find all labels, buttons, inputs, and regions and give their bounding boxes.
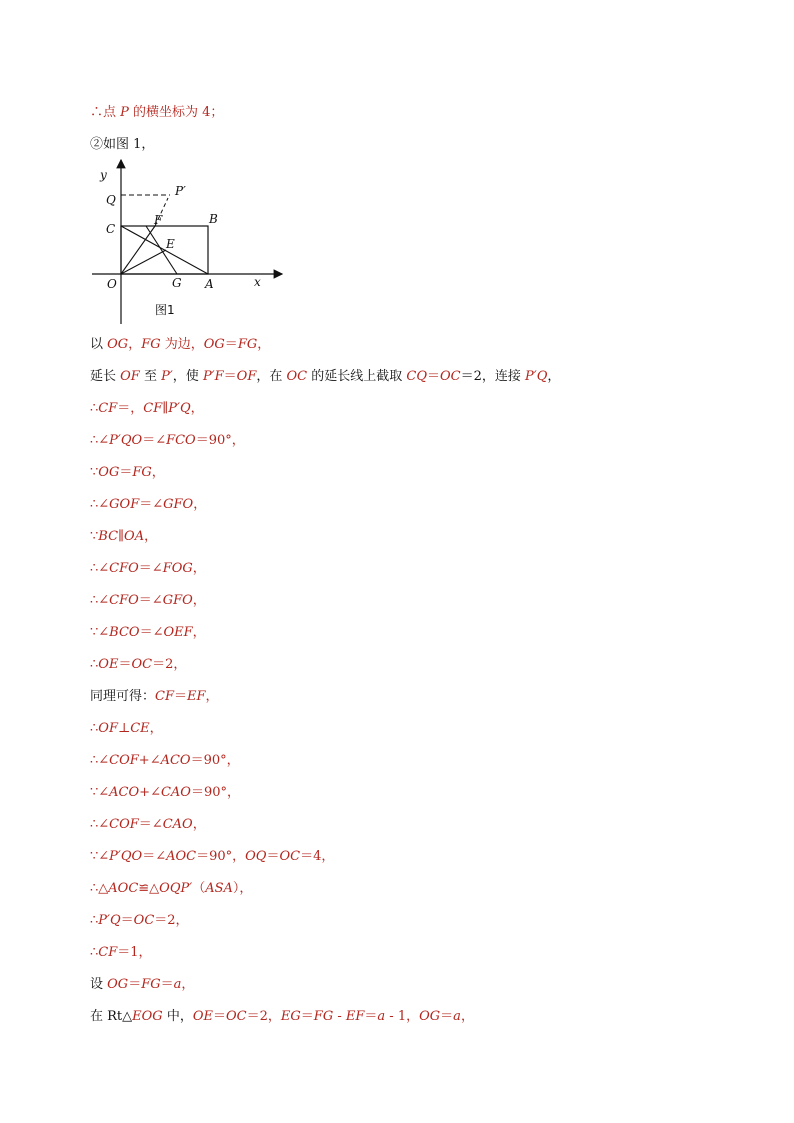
text-run: ∴ (90, 401, 99, 416)
text-run: 的横坐标为 4； (128, 105, 224, 120)
text-run: P′ (161, 369, 173, 384)
text-run: ＝2， (152, 657, 187, 672)
text-run: ＝2， (154, 913, 189, 928)
text-run: ②如图 1， (90, 137, 155, 152)
text-run: 同理可得： (90, 689, 156, 704)
text-run: OC (440, 369, 461, 384)
text-run: EF (187, 689, 206, 704)
text-run: ∴∠ (90, 497, 110, 512)
text-run: ACO (109, 785, 140, 800)
text-run: 设 (90, 977, 108, 992)
solution-line (90, 656, 186, 674)
text-run: OG (419, 1009, 441, 1024)
text-run: 以 (90, 337, 108, 352)
text-run: ， (192, 625, 206, 640)
text-run: ＝ (223, 369, 237, 384)
text-run: P′Q (525, 369, 548, 384)
text-run: CQ (406, 369, 427, 384)
label-p-prime: P′ (175, 184, 186, 198)
solution-line (90, 104, 223, 122)
text-run: ∥ (162, 401, 169, 416)
text-run: ＝ (364, 1009, 378, 1024)
text-run: OF (120, 369, 140, 384)
text-run: FG (141, 977, 161, 992)
label-c: C (106, 222, 116, 236)
text-run: FCO (166, 433, 196, 448)
text-run: OC (286, 369, 308, 384)
text-run: OE (192, 1009, 213, 1024)
text-run: CF (98, 945, 118, 960)
text-run: GFO (162, 593, 193, 608)
figure-caption: 图1 (155, 303, 175, 317)
text-run: ∴ (90, 945, 99, 960)
segment-of (121, 226, 155, 274)
solution-line (90, 848, 334, 866)
text-run: ＝∠ (142, 849, 167, 864)
text-run: ∵ (90, 465, 99, 480)
solution-line (90, 624, 206, 642)
text-run: ∵∠ (90, 785, 110, 800)
text-run: ＝ (224, 337, 238, 352)
text-run: ∴ (90, 913, 99, 928)
text-run: - 1， (385, 1009, 420, 1024)
text-run: OE (98, 657, 119, 672)
label-q: Q (106, 193, 116, 207)
text-run: CAO (162, 817, 193, 832)
text-run: OF (236, 369, 257, 384)
text-run: P (120, 105, 129, 120)
solution-line (90, 688, 219, 706)
text-run: ∴∠ (90, 433, 110, 448)
text-run: ＝ (173, 689, 187, 704)
text-run: CF (143, 401, 163, 416)
text-run: FG (237, 337, 258, 352)
text-run: OG (107, 977, 129, 992)
text-run: P′F (202, 369, 224, 384)
solution-line (90, 912, 189, 930)
text-run: ∵ (90, 529, 99, 544)
text-run: OC (226, 1009, 247, 1024)
text-run: AOC (108, 881, 139, 896)
text-run: OEF (163, 625, 193, 640)
solution-line (90, 720, 163, 738)
text-run: ＝∠ (139, 497, 164, 512)
text-run: ，在 (256, 369, 287, 384)
text-run: OQP′ (159, 881, 193, 896)
text-run: ＝1， (117, 945, 152, 960)
solution-line (90, 368, 560, 386)
solution-line (90, 136, 154, 154)
text-run: FG (132, 465, 152, 480)
text-run: EG (280, 1009, 301, 1024)
text-run: ＝ (128, 977, 142, 992)
solution-line (90, 1008, 474, 1026)
text-run: 在 Rt△ (90, 1009, 133, 1024)
text-run: ＝ (120, 913, 134, 928)
text-run: CF (155, 689, 174, 704)
label-g: G (172, 276, 182, 290)
solution-line (90, 464, 165, 482)
text-run: ， (193, 497, 207, 512)
text-run: ∴∠ (90, 561, 110, 576)
label-o: O (107, 277, 117, 291)
text-run: ， (144, 529, 158, 544)
text-run: OC (131, 657, 153, 672)
figure-1 (88, 156, 288, 328)
text-run: ， (128, 337, 142, 352)
text-run: ∴∠ (90, 753, 110, 768)
text-run: CFO (109, 561, 139, 576)
text-run: ∴ (90, 721, 99, 736)
text-run: ＝∠ (142, 433, 167, 448)
text-run: ， (192, 561, 206, 576)
text-run: ＝90°， (190, 785, 241, 800)
text-run: ＝ (440, 1009, 454, 1024)
text-run: ∴△ (90, 881, 109, 896)
text-run: ＝∠ (138, 593, 163, 608)
text-run: COF (109, 817, 139, 832)
geometry-diagram (88, 156, 288, 328)
text-run: OA (124, 529, 145, 544)
text-run: FOG (162, 561, 193, 576)
text-run: OG (203, 337, 225, 352)
text-run: ＝ (119, 465, 133, 480)
label-f: F (154, 213, 163, 227)
text-run: EOG (132, 1009, 163, 1024)
label-x: x (254, 275, 261, 289)
text-run: ∵∠ (90, 625, 110, 640)
text-run: ASA (205, 881, 233, 896)
text-run: 中， (162, 1009, 193, 1024)
text-run: ＝4， (300, 849, 335, 864)
solution-line (90, 816, 206, 834)
text-run: OC (279, 849, 301, 864)
text-run: - (333, 1009, 346, 1024)
text-run: ＝ (426, 369, 440, 384)
label-b: B (209, 212, 218, 226)
text-run: ＝2，连接 (460, 369, 526, 384)
solution-line (90, 400, 204, 418)
text-run: CFO (109, 593, 139, 608)
label-y: y (100, 168, 107, 182)
label-e: E (166, 237, 175, 251)
solution-line (90, 944, 152, 962)
text-run: 为边， (160, 337, 204, 352)
text-run: ＝∠ (139, 625, 164, 640)
solution-line (90, 336, 270, 354)
text-run: OQ (245, 849, 267, 864)
text-run: ， (192, 817, 206, 832)
text-run: COF (109, 753, 139, 768)
text-run: ，使 (172, 369, 203, 384)
text-run: ＝ (300, 1009, 314, 1024)
text-run: +∠ (138, 753, 161, 768)
text-run: GOF (109, 497, 140, 512)
text-run: GFO (163, 497, 194, 512)
text-run: ⊥ (117, 721, 131, 736)
segment-oe (121, 250, 166, 274)
text-run: +∠ (139, 785, 161, 800)
text-run: OF (98, 721, 118, 736)
text-run: ， (460, 1009, 474, 1024)
text-run: ＝∠ (138, 561, 163, 576)
text-run: BC (98, 529, 119, 544)
text-run: ＝2， (246, 1009, 281, 1024)
text-run: ＝90°， (196, 849, 246, 864)
text-run: ∴∠ (90, 817, 110, 832)
text-run: OC (133, 913, 155, 928)
text-run: P′QO (109, 433, 143, 448)
text-run: 至 (139, 369, 162, 384)
solution-line (90, 880, 252, 898)
solution-line (90, 592, 206, 610)
solution-line (90, 560, 206, 578)
text-run: ∴点 (90, 105, 121, 120)
text-run: OG (107, 337, 129, 352)
text-run: ∴∠ (90, 593, 110, 608)
solution-line (90, 976, 194, 994)
text-run: ， (151, 465, 165, 480)
solution-line (90, 432, 245, 450)
text-run: ， (547, 369, 561, 384)
text-run: 延长 (90, 369, 121, 384)
solution-line (90, 752, 240, 770)
text-run: ， (192, 593, 206, 608)
text-run: ， (149, 721, 163, 736)
text-run: ＝∠ (138, 817, 163, 832)
text-run: ）， (232, 881, 253, 896)
text-run: ＝ (118, 657, 132, 672)
text-run: （ (192, 881, 206, 896)
text-run: P′QO (109, 849, 143, 864)
text-run: CAO (160, 785, 191, 800)
text-run: ＝ (266, 849, 280, 864)
text-run: FG (313, 1009, 334, 1024)
solution-line (90, 528, 157, 546)
text-run: ＝ (213, 1009, 227, 1024)
text-run: ∴ (90, 657, 99, 672)
text-run: BCO (109, 625, 140, 640)
text-run: a (173, 977, 182, 992)
text-run: ， (181, 977, 195, 992)
text-run: ACO (160, 753, 191, 768)
text-run: ， (205, 689, 219, 704)
text-run: ， (190, 401, 204, 416)
text-run: ＝ (160, 977, 174, 992)
text-run: OG (98, 465, 120, 480)
label-a: A (205, 277, 214, 291)
text-run: a (453, 1009, 461, 1024)
text-run: AOC (166, 849, 197, 864)
solution-line (90, 784, 240, 802)
text-run: a (377, 1009, 386, 1024)
text-run: FG (141, 337, 161, 352)
text-run: CE (130, 721, 150, 736)
text-run: P′Q (98, 913, 121, 928)
text-run: 的延长线上截取 (307, 369, 407, 384)
text-run: P′Q (168, 401, 191, 416)
text-run: ≌△ (138, 881, 160, 896)
solution-line (90, 496, 206, 514)
text-run: EF (345, 1009, 365, 1024)
text-run: ∥ (118, 529, 125, 544)
text-run: ∵∠ (90, 849, 110, 864)
text-run: ＝90°， (195, 433, 245, 448)
text-run: ， (257, 337, 271, 352)
text-run: CF (98, 401, 118, 416)
text-run: ＝90°， (190, 753, 240, 768)
text-run: ＝， (117, 401, 144, 416)
